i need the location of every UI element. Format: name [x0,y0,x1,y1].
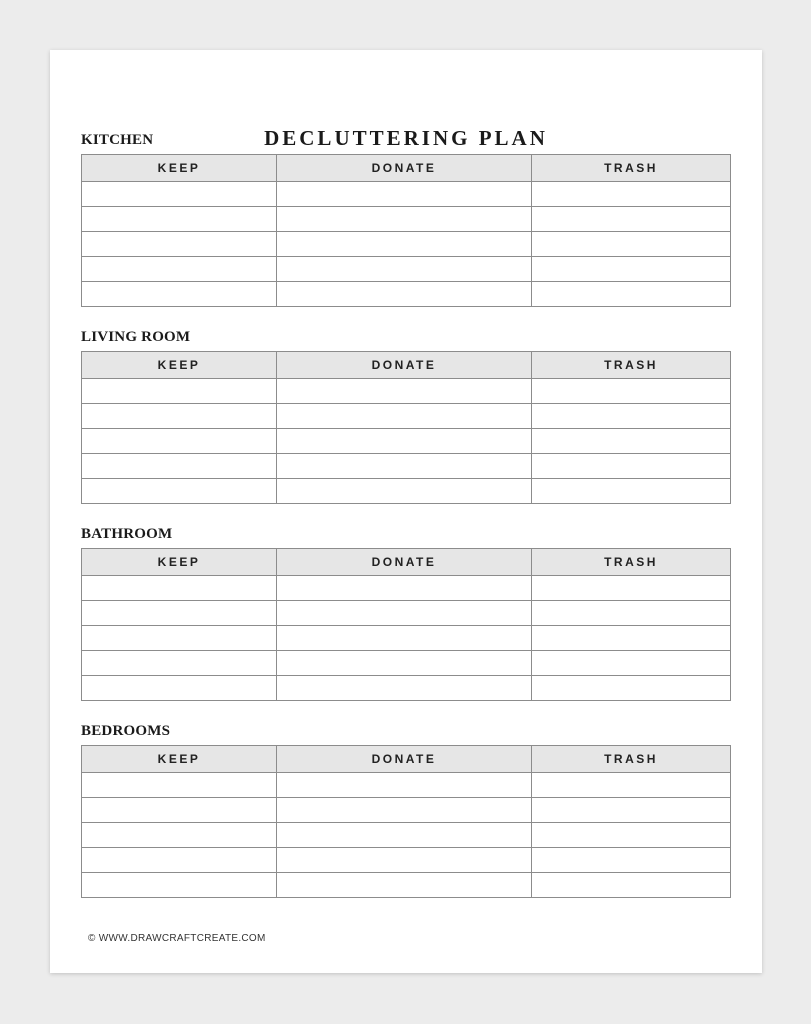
donate-cell[interactable] [277,479,532,504]
keep-cell[interactable] [82,429,277,454]
trash-cell[interactable] [532,182,731,207]
trash-cell[interactable] [532,601,731,626]
column-header-trash: TRASH [532,746,731,773]
donate-cell[interactable] [277,429,532,454]
keep-cell[interactable] [82,823,277,848]
document-page [50,50,762,973]
donate-cell[interactable] [277,773,532,798]
section-bathroom [81,524,730,569]
section-heading: LIVING ROOM [81,329,191,345]
table-row [82,676,731,701]
donate-cell[interactable] [277,576,532,601]
keep-cell[interactable] [82,676,277,701]
trash-cell[interactable] [532,207,731,232]
donate-cell[interactable] [277,676,532,701]
column-header-donate: DONATE [277,352,532,379]
table-row [82,651,731,676]
section-heading: BEDROOMS [81,723,171,739]
keep-cell[interactable] [82,207,277,232]
keep-cell[interactable] [82,798,277,823]
donate-cell[interactable] [277,848,532,873]
table-row [82,454,731,479]
table-row [82,479,731,504]
table-header-row [82,352,731,379]
column-header-donate: DONATE [277,549,532,576]
keep-cell[interactable] [82,479,277,504]
trash-cell[interactable] [532,823,731,848]
trash-cell[interactable] [532,676,731,701]
section-bedrooms [81,721,730,766]
trash-cell[interactable] [532,848,731,873]
donate-cell[interactable] [277,232,532,257]
donate-cell[interactable] [277,257,532,282]
trash-cell[interactable] [532,404,731,429]
keep-cell[interactable] [82,182,277,207]
keep-cell[interactable] [82,232,277,257]
keep-cell[interactable] [82,873,277,898]
plan-table [81,745,731,898]
table-row [82,232,731,257]
table-row [82,773,731,798]
trash-cell[interactable] [532,798,731,823]
column-header-trash: TRASH [532,549,731,576]
table-row [82,429,731,454]
trash-cell[interactable] [532,282,731,307]
plan-table [81,548,731,701]
footer-copyright: © WWW.DRAWCRAFTCREATE.COM [88,933,266,944]
table-row [82,848,731,873]
plan-table [81,351,731,504]
table-row [82,873,731,898]
donate-cell[interactable] [277,873,532,898]
trash-cell[interactable] [532,626,731,651]
donate-cell[interactable] [277,404,532,429]
keep-cell[interactable] [82,651,277,676]
trash-cell[interactable] [532,379,731,404]
table-header-row [82,549,731,576]
column-header-donate: DONATE [277,155,532,182]
donate-cell[interactable] [277,601,532,626]
keep-cell[interactable] [82,773,277,798]
column-header-keep: KEEP [82,155,277,182]
donate-cell[interactable] [277,454,532,479]
column-header-keep: KEEP [82,352,277,379]
keep-cell[interactable] [82,404,277,429]
table-row [82,182,731,207]
trash-cell[interactable] [532,773,731,798]
section-kitchen [81,130,730,175]
section-heading: KITCHEN [81,132,154,148]
column-header-donate: DONATE [277,746,532,773]
trash-cell[interactable] [532,576,731,601]
column-header-keep: KEEP [82,549,277,576]
section-heading: BATHROOM [81,526,173,542]
column-header-trash: TRASH [532,352,731,379]
trash-cell[interactable] [532,257,731,282]
trash-cell[interactable] [532,873,731,898]
donate-cell[interactable] [277,798,532,823]
table-row [82,601,731,626]
table-row [82,282,731,307]
keep-cell[interactable] [82,454,277,479]
table-row [82,207,731,232]
keep-cell[interactable] [82,576,277,601]
section-living-room [81,327,730,372]
trash-cell[interactable] [532,429,731,454]
keep-cell[interactable] [82,282,277,307]
column-header-keep: KEEP [82,746,277,773]
donate-cell[interactable] [277,626,532,651]
keep-cell[interactable] [82,626,277,651]
trash-cell[interactable] [532,651,731,676]
table-header-row [82,155,731,182]
table-row [82,798,731,823]
table-row [82,257,731,282]
donate-cell[interactable] [277,182,532,207]
trash-cell[interactable] [532,479,731,504]
donate-cell[interactable] [277,823,532,848]
plan-table [81,154,731,307]
table-row [82,379,731,404]
table-row [82,576,731,601]
column-header-trash: TRASH [532,155,731,182]
trash-cell[interactable] [532,232,731,257]
keep-cell[interactable] [82,601,277,626]
table-row [82,823,731,848]
document-title: DECLUTTERING PLAN [264,126,548,150]
table-row [82,404,731,429]
donate-cell[interactable] [277,651,532,676]
donate-cell[interactable] [277,207,532,232]
table-row [82,626,731,651]
keep-cell[interactable] [82,257,277,282]
table-header-row [82,746,731,773]
keep-cell[interactable] [82,848,277,873]
donate-cell[interactable] [277,379,532,404]
donate-cell[interactable] [277,282,532,307]
keep-cell[interactable] [82,379,277,404]
trash-cell[interactable] [532,454,731,479]
